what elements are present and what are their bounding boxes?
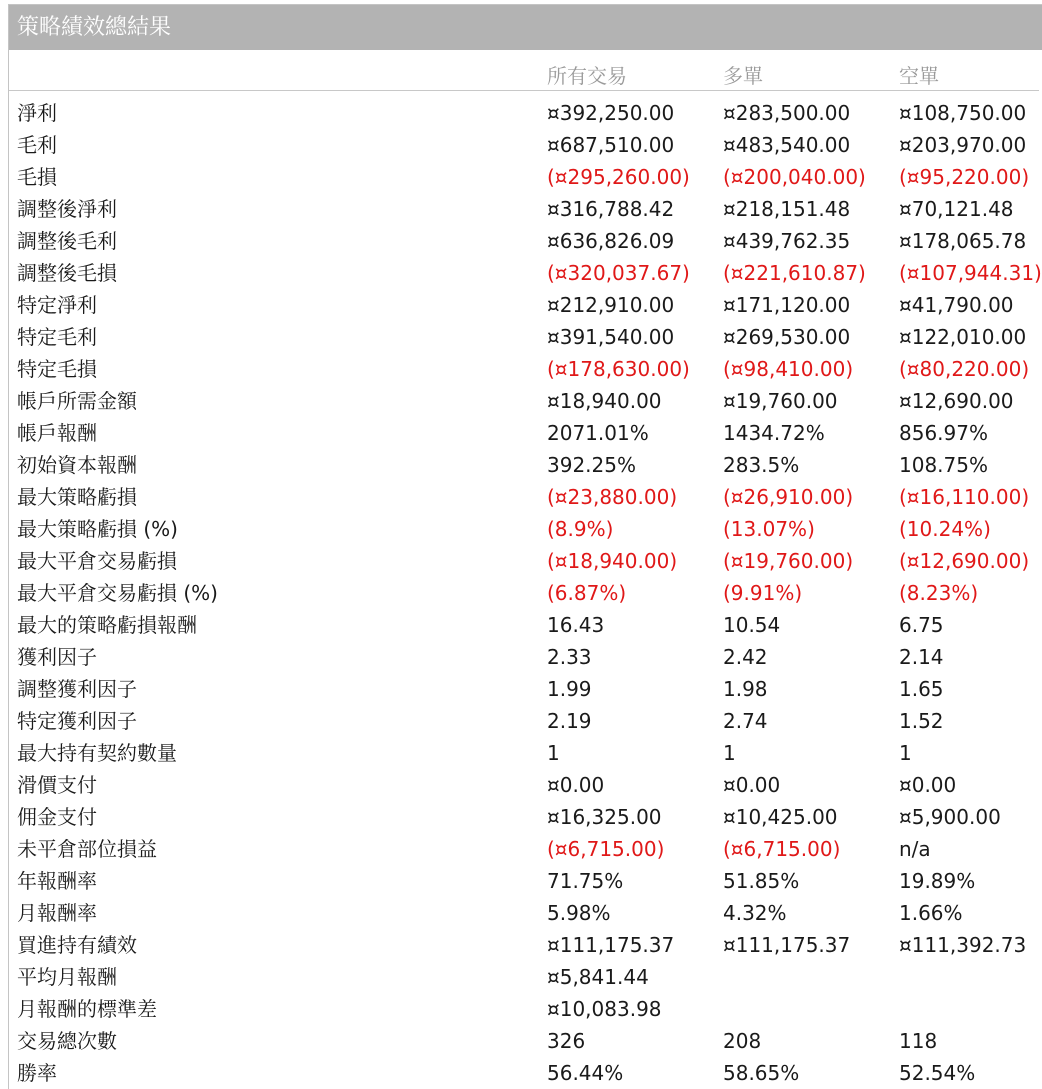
value-short: 52.54% [899,1061,976,1085]
value-long: 283.5% [723,453,800,477]
value-short: 1.52 [899,709,944,733]
metrics-table [9,97,1042,1089]
value-long: 1 [723,741,736,765]
metric-label: 交易總次數 [17,1029,117,1053]
value-all-trades: 2071.01% [547,421,649,445]
value-long: 1434.72% [723,421,825,445]
value-all-trades: 326 [547,1029,586,1053]
value-short: ¤70,121.48 [899,197,1014,221]
value-long: ¤171,120.00 [723,293,851,317]
value-all-trades: ¤212,910.00 [547,293,675,317]
value-long: ¤218,151.48 [723,197,851,221]
metric-label: 最大持有契約數量 [17,741,177,765]
metric-label: 特定毛損 [17,357,97,381]
value-all-trades: ¤16,325.00 [547,805,662,829]
metric-label: 調整後毛利 [17,229,117,253]
value-short: ¤12,690.00 [899,389,1014,413]
metric-label: 買進持有績效 [17,933,137,957]
value-short: 19.89% [899,869,976,893]
metric-label: 最大策略虧損 [17,485,137,509]
table-row [9,481,1042,513]
table-row [9,833,1042,865]
table-row [9,705,1042,737]
value-short: 118 [899,1029,938,1053]
value-long: ¤269,530.00 [723,325,851,349]
value-all-trades: 1.99 [547,677,592,701]
table-row [9,577,1042,609]
table-row [9,353,1042,385]
value-short: (¤95,220.00) [899,165,1030,189]
value-all-trades: 2.19 [547,709,592,733]
value-all-trades: ¤316,788.42 [547,197,675,221]
value-all-trades: ¤391,540.00 [547,325,675,349]
value-short: ¤41,790.00 [899,293,1014,317]
value-long: 4.32% [723,901,787,925]
metric-label: 月報酬的標準差 [17,997,157,1021]
panel-title: 策略績效總結果 [9,5,1042,50]
value-all-trades: (¤6,715.00) [547,837,665,861]
value-all-trades: (8.9%) [547,517,614,541]
table-row [9,257,1042,289]
value-all-trades: (¤23,880.00) [547,485,678,509]
value-short: ¤203,970.00 [899,133,1027,157]
metric-label: 最大平倉交易虧損 [17,549,177,573]
value-long: 2.42 [723,645,768,669]
value-all-trades: 71.75% [547,869,624,893]
metric-label: 淨利 [17,101,57,125]
table-row [9,225,1042,257]
value-short: ¤111,392.73 [899,933,1027,957]
column-header-all-trades: 所有交易 [547,64,627,88]
column-header-long: 多單 [723,64,763,88]
value-all-trades: (¤295,260.00) [547,165,690,189]
table-row [9,193,1042,225]
value-all-trades: (¤320,037.67) [547,261,690,285]
metric-label: 月報酬率 [17,901,97,925]
value-long: ¤0.00 [723,773,781,797]
value-long: 2.74 [723,709,768,733]
metric-label: 最大策略虧損 (%) [17,517,178,541]
table-row [9,961,1042,993]
metric-label: 年報酬率 [17,869,97,893]
value-long: ¤439,762.35 [723,229,851,253]
metric-label: 帳戶所需金額 [17,389,137,413]
value-all-trades: 56.44% [547,1061,624,1085]
table-row [9,865,1042,897]
value-short: n/a [899,837,931,861]
table-row [9,897,1042,929]
value-all-trades: ¤5,841.44 [547,965,649,989]
table-row [9,97,1042,129]
value-all-trades: ¤636,826.09 [547,229,675,253]
value-long: ¤19,760.00 [723,389,838,413]
table-row [9,1057,1042,1089]
value-short: ¤0.00 [899,773,957,797]
table-row [9,513,1042,545]
metric-label: 最大的策略虧損報酬 [17,613,197,637]
value-short: ¤108,750.00 [899,101,1027,125]
table-row [9,801,1042,833]
table-row [9,993,1042,1025]
value-long: ¤111,175.37 [723,933,851,957]
table-row [9,673,1042,705]
table-row [9,545,1042,577]
metric-label: 調整後淨利 [17,197,117,221]
value-long: ¤10,425.00 [723,805,838,829]
value-all-trades: ¤18,940.00 [547,389,662,413]
value-long: (13.07%) [723,517,815,541]
value-long: (¤98,410.00) [723,357,854,381]
metric-label: 佣金支付 [17,805,97,829]
value-all-trades: 2.33 [547,645,592,669]
metric-label: 獲利因子 [17,645,97,669]
value-short: (8.23%) [899,581,979,605]
value-all-trades: 392.25% [547,453,636,477]
table-row [9,417,1042,449]
metric-label: 未平倉部位損益 [17,837,157,861]
value-short: (10.24%) [899,517,991,541]
table-row [9,385,1042,417]
value-long: 208 [723,1029,762,1053]
metric-label: 勝率 [17,1061,57,1085]
value-short: 2.14 [899,645,944,669]
column-header-short: 空單 [899,64,939,88]
value-all-trades: 16.43 [547,613,605,637]
value-all-trades: (6.87%) [547,581,627,605]
metric-label: 滑價支付 [17,773,97,797]
table-row [9,449,1042,481]
value-long: (¤221,610.87) [723,261,866,285]
value-long: ¤483,540.00 [723,133,851,157]
table-row [9,769,1042,801]
table-row [9,609,1042,641]
column-header-row [9,50,1039,91]
value-long: 1.98 [723,677,768,701]
value-all-trades: ¤392,250.00 [547,101,675,125]
value-all-trades: ¤111,175.37 [547,933,675,957]
table-row [9,321,1042,353]
table-row [9,929,1042,961]
value-long: 58.65% [723,1061,800,1085]
metric-label: 最大平倉交易虧損 (%) [17,581,218,605]
metric-label: 調整獲利因子 [17,677,137,701]
metric-label: 調整後毛損 [17,261,117,285]
value-all-trades: 1 [547,741,560,765]
value-short: 1.66% [899,901,963,925]
metric-label: 特定毛利 [17,325,97,349]
value-short: ¤5,900.00 [899,805,1001,829]
value-short: ¤178,065.78 [899,229,1027,253]
table-row [9,641,1042,673]
value-short: (¤107,944.31) [899,261,1042,285]
value-all-trades: (¤178,630.00) [547,357,690,381]
strategy-performance-panel [8,4,1042,1089]
value-long: 10.54 [723,613,781,637]
metric-label: 毛利 [17,133,57,157]
metric-label: 特定獲利因子 [17,709,137,733]
metric-label: 毛損 [17,165,57,189]
value-all-trades: ¤0.00 [547,773,605,797]
value-long: ¤283,500.00 [723,101,851,125]
value-long: (¤19,760.00) [723,549,854,573]
value-short: 6.75 [899,613,944,637]
value-all-trades: 5.98% [547,901,611,925]
value-short: ¤122,010.00 [899,325,1027,349]
value-short: 1 [899,741,912,765]
value-short: (¤80,220.00) [899,357,1030,381]
value-long: (¤200,040.00) [723,165,866,189]
table-row [9,1025,1042,1057]
table-row [9,737,1042,769]
metric-label: 初始資本報酬 [17,453,137,477]
metric-label: 帳戶報酬 [17,421,97,445]
value-long: (9.91%) [723,581,803,605]
value-long: (¤6,715.00) [723,837,841,861]
value-long: 51.85% [723,869,800,893]
value-short: (¤12,690.00) [899,549,1030,573]
value-all-trades: (¤18,940.00) [547,549,678,573]
value-short: 108.75% [899,453,988,477]
value-short: 1.65 [899,677,944,701]
value-all-trades: ¤687,510.00 [547,133,675,157]
value-all-trades: ¤10,083.98 [547,997,662,1021]
table-row [9,289,1042,321]
metric-label: 平均月報酬 [17,965,117,989]
table-row [9,129,1042,161]
table-row [9,161,1042,193]
value-long: (¤26,910.00) [723,485,854,509]
value-short: (¤16,110.00) [899,485,1030,509]
metric-label: 特定淨利 [17,293,97,317]
value-short: 856.97% [899,421,988,445]
